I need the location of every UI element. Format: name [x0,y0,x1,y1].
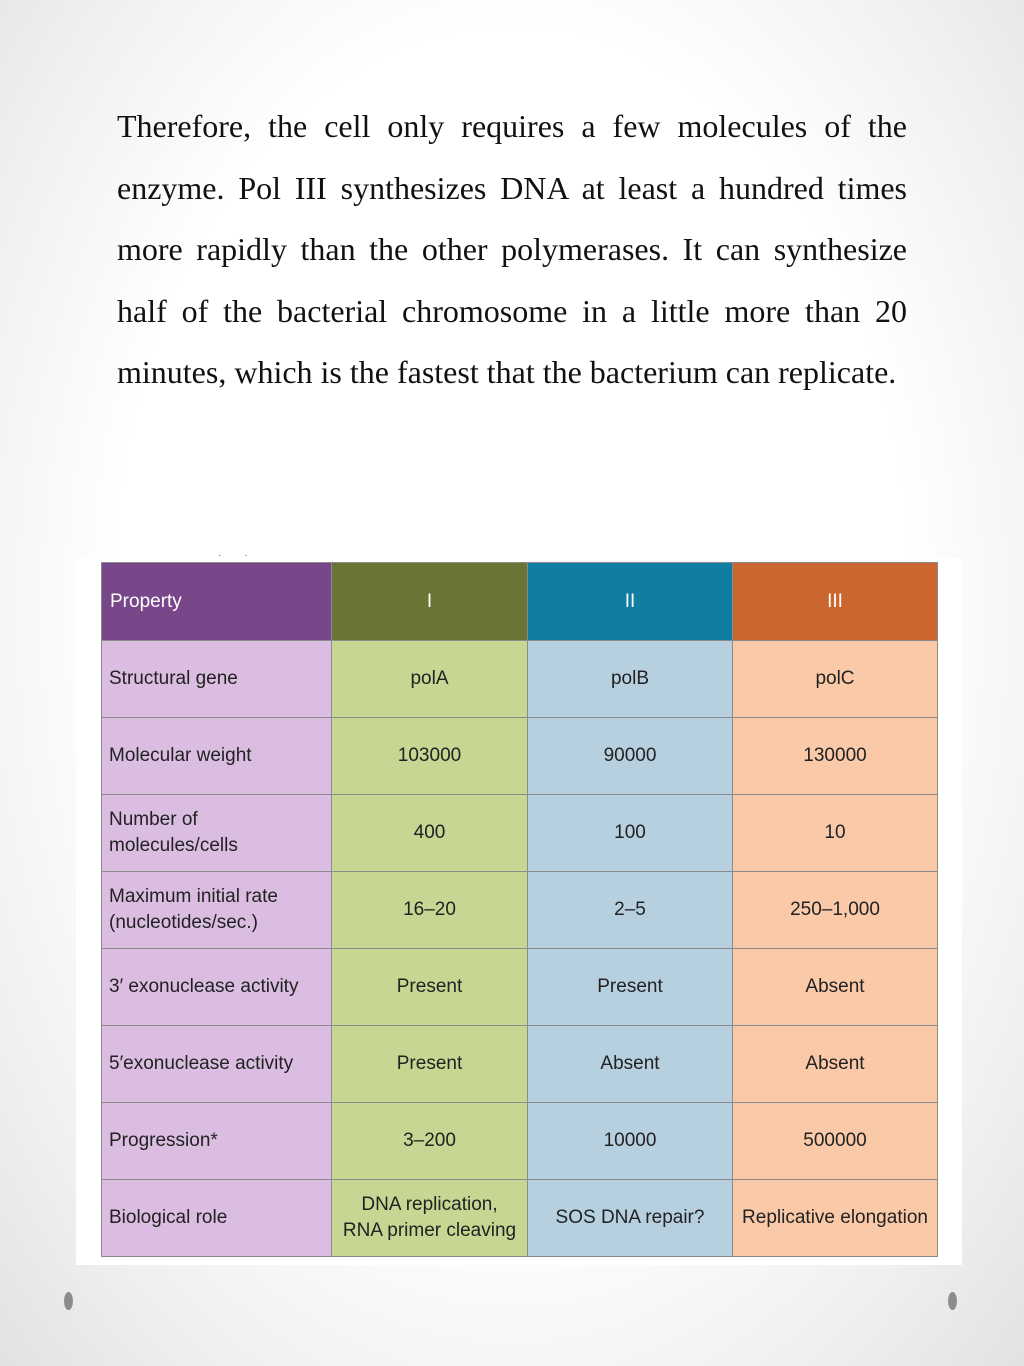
pol-ii-value: 100 [528,794,733,871]
header-pol-i: I [332,563,528,641]
pol-iii-value: 130000 [733,717,938,794]
pol-ii-value: 10000 [528,1102,733,1179]
table-row [102,794,938,871]
left-bullet-icon [64,1292,73,1310]
header-pol-ii: II [528,563,733,641]
pol-i-value: 400 [332,794,528,871]
pol-i-value: Present [332,948,528,1025]
table-row [102,1025,938,1102]
pol-ii-value: 90000 [528,717,733,794]
row-label: Progression* [102,1102,332,1179]
table-row [102,1102,938,1179]
row-label: 3′ exonuclease activity [102,948,332,1025]
table-row [102,948,938,1025]
pol-i-value: Present [332,1025,528,1102]
pol-ii-value: Present [528,948,733,1025]
row-label: Structural gene [102,641,332,718]
table-row [102,717,938,794]
header-property: Property [102,563,332,641]
body-paragraph: Therefore, the cell only requires a few molecules of the enzyme. Pol III synthesizes DNA at least a hundred times more rapidly than the other polymerases. It can synthesize half of the bacterial chromosome in a little more than 20 minutes, which is the fastest that the bacterium can replicate. [117,108,907,390]
pol-iii-value: 250–1,000 [733,871,938,948]
polymerase-comparison-table [101,562,938,1257]
pol-ii-value: polB [528,641,733,718]
row-label: Maximum initial rate (nucleotides/sec.) [102,871,332,948]
right-bullet-icon [948,1292,957,1310]
pol-ii-value: Absent [528,1025,733,1102]
pol-i-value: 16–20 [332,871,528,948]
table-row [102,641,938,718]
pol-iii-value: 500000 [733,1102,938,1179]
pol-iii-value: Replicative elongation [733,1179,938,1256]
table-header-row [102,563,938,641]
header-pol-iii: III [733,563,938,641]
pol-i-value: polA [332,641,528,718]
pol-iii-value: polC [733,641,938,718]
decorative-ticks: · · [218,550,258,561]
row-label: Biological role [102,1179,332,1256]
pol-ii-value: SOS DNA repair? [528,1179,733,1256]
row-label: Molecular weight [102,717,332,794]
table-row [102,871,938,948]
pol-iii-value: Absent [733,948,938,1025]
pol-i-value: 3–200 [332,1102,528,1179]
pol-i-value: DNA replication, RNA primer cleaving [332,1179,528,1256]
pol-iii-value: 10 [733,794,938,871]
pol-ii-value: 2–5 [528,871,733,948]
row-label: Number of molecules/cells [102,794,332,871]
pol-iii-value: Absent [733,1025,938,1102]
pol-i-value: 103000 [332,717,528,794]
table-row [102,1179,938,1256]
row-label: 5′exonuclease activity [102,1025,332,1102]
